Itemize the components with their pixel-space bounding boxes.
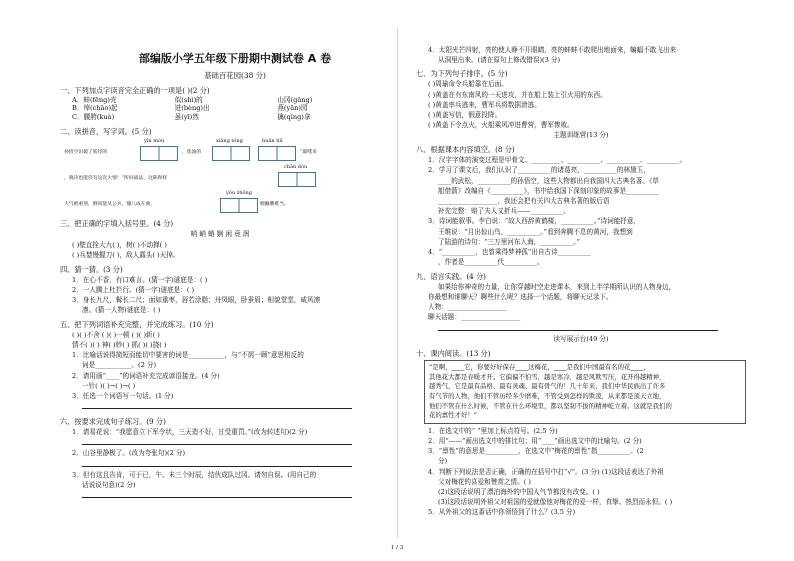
order-item: ( )黄盖下令点火，火船乘风冲进曹营，曹军惨败。 [428, 121, 574, 130]
fill-item-continued: 船借箭》改编自《__________》，书中给我国下深刻印象的故事是__________ [438, 186, 659, 195]
reading-question-continued: 父对梅花的喜爱和赞赏之情。( ) [438, 477, 531, 486]
passage-line: 有气节的人物，他们不管历经多少磨难，不管受到怎样的欺凌，从来都是顶天立地， [429, 391, 666, 400]
page-title: 部编版小学五年级下册期中测试卷 A 卷 [138, 52, 332, 65]
idiom-line: 情不( )( ) 神( )妙( ) 抓( )( )挠( ) [72, 341, 167, 350]
option-c: C．腰胯(kuà) [72, 113, 115, 122]
fill-item: 4．“__________，也曾乘得梦神孤”出自古诗__________ [428, 247, 591, 256]
right-column [416, 44, 746, 519]
exercise-item: 3．任选一个词语写一句话。(1 分) [72, 392, 174, 401]
answer-box[interactable] [258, 146, 296, 161]
pinyin-sentence-text: 她腼腆难当。 [260, 202, 289, 208]
passage-line: 越秀气，它是最有品格、最有灵魂、最有骨气的！几十年来，我们中华民族出了许多 [429, 382, 666, 391]
sentence-item: 4．太阳光芒四射，亮的使人睁不开眼睛，亮的蚌蚌不敢爬出地面来，蝙蝠不敢飞出来 [428, 45, 677, 54]
pinyin-label: yīn móu [144, 138, 165, 145]
question-6-heading: 六、按要求完成句子练习。(9 分) [60, 416, 166, 426]
order-item: ( )黄盖率兵逃来，曹军兵将数据溃逃。 [428, 100, 541, 109]
option-a-word-3: 山冈(gāng) [277, 95, 313, 104]
question-10-heading: 十、课内阅读。(13 分) [416, 348, 491, 358]
section-subtitle: 主题训练营(13 分) [553, 131, 609, 140]
answer-line[interactable] [416, 324, 746, 334]
sentence-item: 1．请易花说：“我愿意立下军令状，三天造不好，甘受重罚。”(改为转述句)(2 分) [72, 427, 308, 436]
sentence-item-continued: 话说说句意)(2 分) [82, 480, 136, 489]
answer-box[interactable] [220, 198, 258, 213]
sentence-item: 2．山谷里静极了。(改为夸张句)(2 分) [72, 449, 186, 458]
section-subtitle: 读写展示台(49 分) [553, 334, 609, 343]
question-5-heading: 五、把下列词语补充完整，并完成练习。(10 分) [60, 319, 214, 329]
question-2-heading: 二、读拼音，写字词。(5 分) [60, 126, 152, 136]
question-9-heading: 九、语言实践。(4 分) [416, 271, 486, 281]
order-item: ( )周瑜命令兵船靠在后面。 [428, 80, 508, 89]
reading-question-continued: 分) [438, 457, 448, 466]
option-a: A．蚌(fēng)壳 [72, 95, 117, 104]
sentence-item-continued: 从洞里出来。(请在原句上修改错误)(3 分) [438, 55, 561, 64]
passage-line: “是啊，____它，你要好好保存____这梅花，____是我们中国最有名的花____， [429, 363, 650, 372]
question-8-heading: 八、根据课本内容填空。(8 分) [416, 145, 515, 155]
pinyin-sentence-text: “耶噗来 [300, 150, 317, 156]
section-subtitle: 基础百花园(38 分) [204, 70, 266, 80]
exercise-item: 1．比喻话说得简短而能切中要害的词是___________，与“不屑一顾”意思相反的 [72, 351, 304, 360]
page-number: 1 / 3 [390, 545, 404, 551]
riddle-item: 3．身长九尺，髯长二尺；面如重枣，唇若涂脂；丹凤眼，卧蚕眉；相貌堂堂，威风凛 [72, 295, 321, 304]
pinyin-label: xiāng tóng [216, 138, 243, 145]
exercise-item-continued: 词是___________。(2 分) [82, 361, 157, 370]
question-4-heading: 四、猜一猜。(3 分) [60, 264, 123, 274]
order-item: ( )黄盖写信，假意投降。 [428, 111, 502, 120]
answer-line[interactable] [60, 460, 380, 470]
instruction-text: 你最想和谁聊天？聊些什么呢？选择一个话题，将聊天记录下。 [428, 293, 613, 302]
fill-item-continued: __________________，我还会把有关四大古典名著的版后语 [438, 196, 610, 205]
passage-line: 花的禀性才好！” [429, 411, 478, 420]
pinyin-row-2 [60, 164, 380, 188]
reading-passage [424, 360, 746, 424]
pinyin-row-3 [60, 190, 380, 214]
fill-item-continued: 补充完整：赔了夫人又折兵——__________。 [438, 207, 570, 216]
reading-question-continued: (3)这段话说明外祖父对祖国的爱就像他对梅花的爱一样，真挚、热烈而永恒。( ) [438, 498, 673, 507]
reading-question: 3．“禀性”的意思是__________，在选文中“梅花的禀性”指__________。(2 [428, 447, 644, 456]
pinyin-sentence-text: 孙悟空识破了妖怪的 [64, 150, 108, 156]
answer-box[interactable] [140, 146, 178, 161]
fill-item-continued: 王维说：“月出惊山鸟，__________。”看到奔腾不息的黄河，我想到 [438, 227, 633, 236]
answer-box[interactable] [212, 146, 250, 161]
option-c-word-3: 擒(qíng)拿 [277, 113, 311, 122]
chain-line: 一针( )( )→( )→( ) [82, 381, 136, 390]
pinyin-label: huān hū [262, 138, 283, 145]
fill-item: 1．汉字字体的演变过程是甲骨文、_________、__________、__________、__________。 [428, 156, 687, 165]
answer-line[interactable] [60, 402, 380, 412]
instruction-text: 如果给你神奇的力量，让你穿越时空走进课本，来到上半学期所认识的人物身边， [438, 282, 676, 291]
pinyin-label: yōu zhōng [226, 190, 252, 197]
fill-item: 3．诗词能叙事。李白说：“故人西辞黄鹤楼，__________。”诗词能抒意， [428, 217, 641, 226]
fill-item-continued: ，作者是__________代__________。 [438, 258, 544, 267]
pinyin-label: chǎn dòu [284, 164, 308, 171]
reading-question: 2．用“——”画出选文中的排比句；用“____”画出选文中的比喻句。(2 分) [428, 436, 642, 445]
answer-box[interactable] [278, 172, 316, 187]
riddle-item: 2．一人腾上杜拦行。(猜一字)谜底是：( ) [72, 285, 195, 294]
pinyin-sentence-text: ，晓诀也能沒有这次大情！”所回战法，这陈和样 [64, 176, 168, 182]
passage-line: 他们不管在什么时候，不管在什么环境里，都以坚韧不拔的精神屹立着。这就是我们的 [429, 401, 672, 410]
option-b-row [60, 104, 380, 113]
pinyin-row-1 [60, 138, 380, 162]
passage-line: 其他花大都是春暖才开。它偏偏不怕雪，越是寒冷，越是风欺雪压，花开得越精神， [429, 372, 666, 381]
option-b-word-2: 迸(bèng)出 [174, 104, 210, 113]
option-b: B．绰(chāo)起 [72, 104, 118, 113]
sentence-item: 3．但有这且告肯，可于已，午、未三个时辰，结伙成队过冈。请勿自误。(用自己的 [72, 470, 317, 479]
fill-item-continued: ____的武松，__________的孙悟空，这些人物都出自我国四大古典名著。《草 [438, 176, 659, 185]
reading-question-continued: (2)这段话说明了漂泊海外的中国人气节都没有改变。( ) [438, 487, 600, 496]
fill-item-continued: 了陆游的诗句：“三万里河东入海，__________。” [438, 237, 580, 246]
option-b-word-3: 燕(yān)园 [277, 104, 308, 113]
fill-line: ( )兵婪慢握刀( )，敌人露头( )天掉。 [72, 250, 180, 259]
riddle-item-continued: 凛。(猜一人物)谜底是：( ) [82, 306, 161, 315]
pinyin-sentence-text: ，焦油的 [182, 150, 202, 156]
idiom-line: ( )( )不舍 ( )( )一顿 ( )( )斩( ) [72, 330, 160, 339]
option-a-word-2: 似(shì)的 [174, 95, 203, 104]
question-3-heading: 三、把正确的字填入括号里。(4 分) [60, 219, 174, 229]
topic-field: 聊天话题：__________________ [428, 313, 521, 322]
char-choices: 哨 峭 蛸 娴 闲 竟 润 [190, 230, 250, 239]
reading-question: 4．判断下列说法是否正确，正确的在括号中打“√”。(3 分) (1)这段话表达了外祖 [428, 467, 664, 476]
left-column [60, 0, 380, 502]
fill-item: 2．学习了课文后，我们认识了__________的诸葛亮，__________的林黛玉， [428, 166, 650, 175]
option-c-row [60, 113, 380, 122]
option-c-word-2: 虽(yī)然 [174, 113, 199, 122]
reading-question: 5．从外祖父的这番话中你领悟到了什么？(3.5 分) [428, 508, 576, 517]
question-7-heading: 七、为下列句子排序。(5 分) [416, 69, 508, 79]
order-item: ( )黄盖在有东南风的一天进攻，并在船上装上引火用的东西。 [428, 90, 607, 99]
pinyin-sentence-text: 大气被重刻，倒同能从公兵，储八成在曲， [64, 202, 156, 208]
column-divider [397, 28, 398, 538]
character-field: 人物：__________________ [428, 303, 508, 312]
question-1-heading: 一、下列加点字读音完全正确的一项是( )(2 分) [60, 86, 210, 96]
fill-line: ( )壁直拴大九( )，树( )不动掸( ) [72, 240, 167, 249]
exercise-item: 2．请用画“____”的词语补充完成谚语接龙。(4 分) [72, 371, 220, 380]
answer-line[interactable] [60, 438, 380, 448]
riddle-item: 1．在心不香，有口难言。(猜一字)谜底是：( ) [72, 275, 208, 284]
answer-line[interactable] [60, 491, 380, 501]
reading-question: 1．在选文中的“ ”里加上标点符号。(2.5 分) [428, 426, 558, 435]
